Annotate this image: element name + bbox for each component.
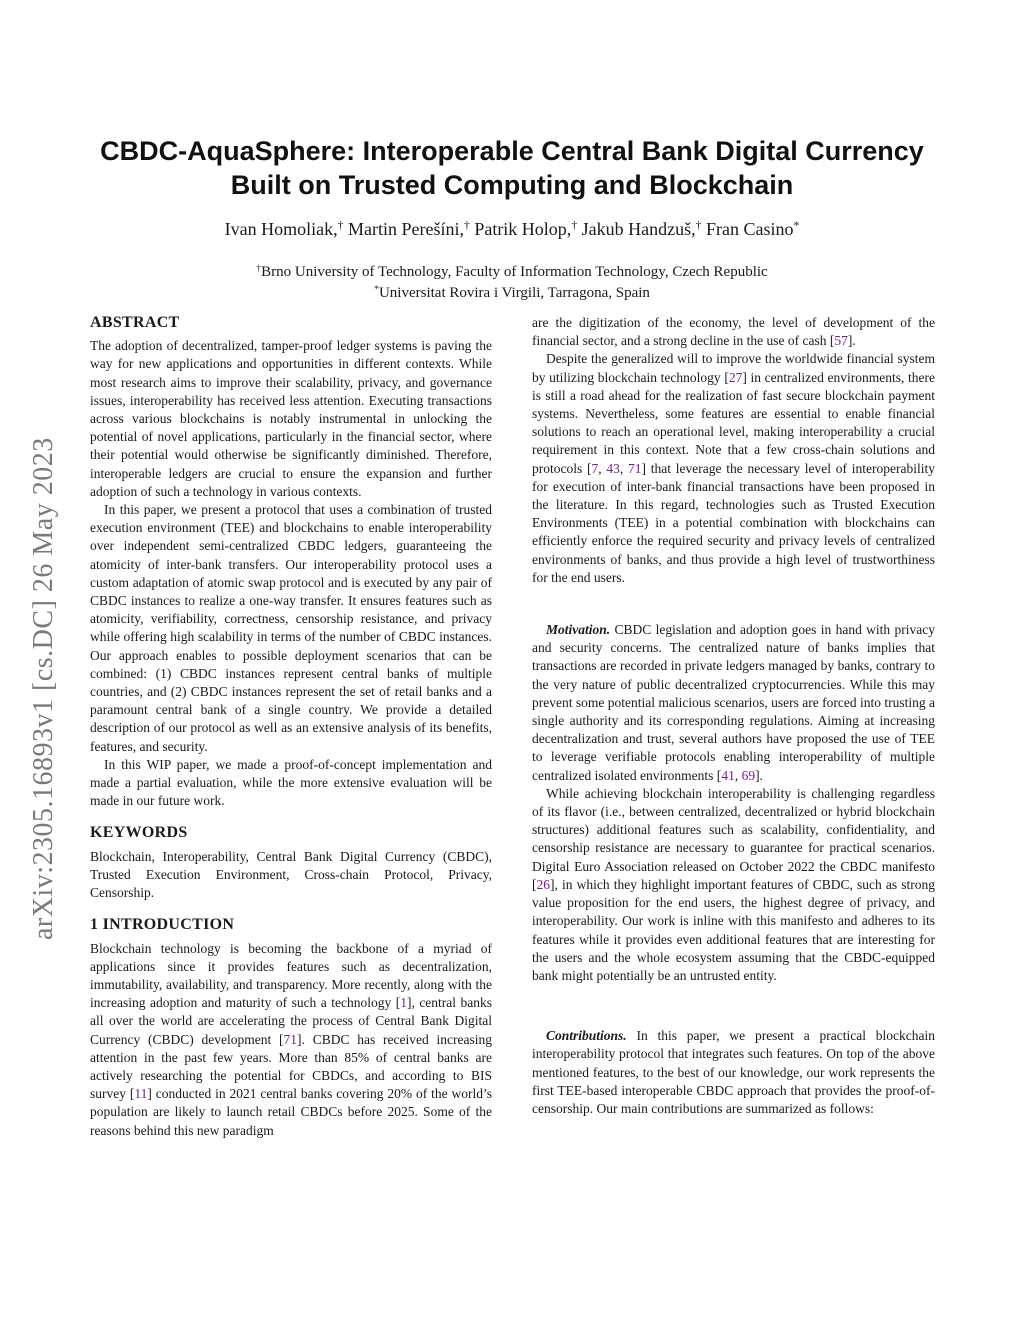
citation-link[interactable]: 27 bbox=[728, 369, 743, 385]
citation-link[interactable]: 11 bbox=[134, 1086, 148, 1102]
motivation-paragraph: Motivation. CBDC legislation and adoption goes in hand with privacy and security concerns. The centralized nature of banks implies that transactions are recorded in private ledgers managed by banks, contrary to the very nature of public decentralized cryptocurrencies. While this may prevent some potential malicious scenarios, users are forced into trusting a single authority and its corresponding regulations. Aiming at increasing decentralization and trust, several authors have proposed the use of TEE to leverage verifiable protocols enabling interoperability of multiple centralized isolated environments [41, 69]. bbox=[532, 622, 936, 783]
citation-link[interactable]: 69 bbox=[741, 767, 756, 783]
author-3: Patrik Holop,† bbox=[474, 219, 578, 239]
contributions-paragraph: Contributions. In this paper, we present a practical blockchain interoperability protocol that integrates such features. On top of the above mentioned features, to the best of our knowledge, our work represents the first TEE-based interoperable CBDC approach that provides the proof-of-censorship. Our main contributions are summarized as follows: bbox=[532, 1028, 935, 1116]
abstract-paragraph-2: In this paper, we present a protocol that uses a combination of trusted execution environment (TEE) and blockchains to enable interoperability over independent semi-centralized CBDC ledgers, guaranteeing the atomicity of inter-bank transfers. Our interoperability protocol uses a custom adaptation of atomic swap protocol and is executed by any pair of CBDC instances to realize a one-way transfer. It ensures features such as atomicity, verifiability, correctness, censorship resistance, and privacy while offering high scalability in terms of the number of CBDC instances. Our approach enables to possible deployment scenarios that can be combined: (1) CBDC instances represent central banks of multiple countries, and (2) CBDC instances represent the set of retail banks and a paramount central bank of a single country. We provide a detailed description of our protocol as well as an extensive analysis of its benefits, features, and security. bbox=[90, 502, 492, 754]
arxiv-identifier: arXiv:2305.16893v1 [cs.DC] 26 May 2023 bbox=[28, 437, 59, 940]
citation-link[interactable]: 71 bbox=[283, 1031, 298, 1047]
affiliation-2: *Universitat Rovira i Virgili, Tarragona, Spain bbox=[374, 284, 650, 301]
affiliations bbox=[80, 262, 944, 304]
keywords-text: Blockchain, Interoperability, Central Bank Digital Currency (CBDC), Trusted Execution Environment, Cross-chain Protocol, Privacy, Censorship. bbox=[90, 848, 492, 901]
affiliation-1: †Brno University of Technology, Faculty of Information Technology, Czech Republic bbox=[256, 263, 768, 280]
introduction-heading: 1 INTRODUCTION bbox=[90, 916, 235, 934]
citation-link[interactable]: 7 bbox=[591, 460, 599, 476]
citation-link[interactable]: 57 bbox=[834, 333, 848, 349]
title-line-1: CBDC-AquaSphere: Interoperable Central Bank Digital Currency bbox=[100, 136, 924, 166]
paper-title bbox=[80, 134, 944, 202]
author-list bbox=[80, 219, 944, 240]
motivation-label: Motivation. bbox=[546, 622, 611, 638]
right-column bbox=[532, 314, 935, 1118]
author-5: Fran Casino* bbox=[705, 219, 800, 239]
contributions-label: Contributions. bbox=[546, 1028, 627, 1044]
author-1: Ivan Homoliak,† bbox=[224, 219, 344, 239]
intro-paragraph-2: Despite the generalized will to improve the worldwide financial system by utilizing blockchain technology [27] in centralized environments, there is still a road ahead for the realization of fast secure blockchain payment systems. Nevertheless, some features are essential to enable financial solutions to reach an operational level, making interoperability a crucial requirement in this context. Note that a few cross-chain solutions and protocols [7, 43, 71] that leverage the necessary level of interoperability for execution of inter-bank financial transactions have been proposed in the literature. In this regard, technologies such as Trusted Execution Environments (TEE) in a potential combination with blockchains can efficiently enforce the required security and privacy levels of centralized environments of banks, and thus provide a high level of trustworthiness for the end users. bbox=[532, 351, 936, 585]
motivation-paragraph-2: While achieving blockchain interoperability is challenging regardless of its flavor (i.e., between centralized, decentralized or hybrid blockchain structures) additional features such as scalability, confidentiality, and censorship resistance are necessary to guarantee for practical scenarios. Digital Euro Association released on October 2022 the CBDC manifesto [26], in which they highlight important features of CBDC, such as strong value proposition for the end users, the highest degree of privacy, and interoperability. Our work is inline with this manifesto and adheres to its features while it provides even additional features that are interesting for the users and the whole ecosystem assuming that the CBDC-equipped bank might potentially be an untrusted entity. bbox=[532, 785, 935, 983]
author-4: Jakub Handzuš,† bbox=[581, 219, 702, 239]
citation-link[interactable]: 43 bbox=[606, 460, 620, 476]
citation-link[interactable]: 1 bbox=[400, 995, 407, 1011]
title-line-2: Built on Trusted Computing and Blockchain bbox=[230, 170, 794, 200]
keywords-heading: KEYWORDS bbox=[90, 824, 188, 842]
left-column bbox=[90, 314, 492, 1140]
citation-link[interactable]: 41 bbox=[721, 767, 735, 783]
author-2: Martin Perešíni,† bbox=[347, 219, 470, 239]
citation-link[interactable]: 71 bbox=[628, 460, 642, 476]
citation-link[interactable]: 26 bbox=[536, 876, 550, 892]
introduction-paragraph-1: Blockchain technology is becoming the backbone of a myriad of applications since it provides features such as decentralization, immutability, availability, and transparency. More recently, along with the increasing adoption and maturity of such a technology [1], central banks all over the world are accelerating the process of Central Bank Digital Currency (CBDC) development [71]. CBDC has received increasing attention in the past few years. More than 85% of central banks are actively researching the potential for CBDCs, and according to BIS survey [11] conducted in 2021 central banks covering 20% of the world’s population are likely to launch retail CBDCs before 2025. Some of the reasons behind this new paradigm bbox=[90, 940, 493, 1138]
abstract-paragraph-1: The adoption of decentralized, tamper-proof ledger systems is paving the way for new applications and opportunities in different contexts. While most research aims to improve their scalability, privacy, and governance issues, interoperability has received less attention. Executing transactions across various blockchains is notably instrumental in unlocking the potential of novel applications, particularly in the financial sector, where their potential would otherwise be significantly diminished. Therefore, interoperable ledgers are crucial to ensure the expansion and further adoption of such a technology in various contexts. bbox=[90, 338, 492, 499]
abstract-heading: ABSTRACT bbox=[90, 314, 180, 331]
abstract-paragraph-3: In this WIP paper, we made a proof-of-concept implementation and made a partial evaluation, while the more extensive evaluation will be made in our future work. bbox=[90, 756, 492, 809]
intro-continuation: are the digitization of the economy, the level of development of the financial sector, and a strong decline in the use of cash [57]. bbox=[532, 315, 935, 349]
